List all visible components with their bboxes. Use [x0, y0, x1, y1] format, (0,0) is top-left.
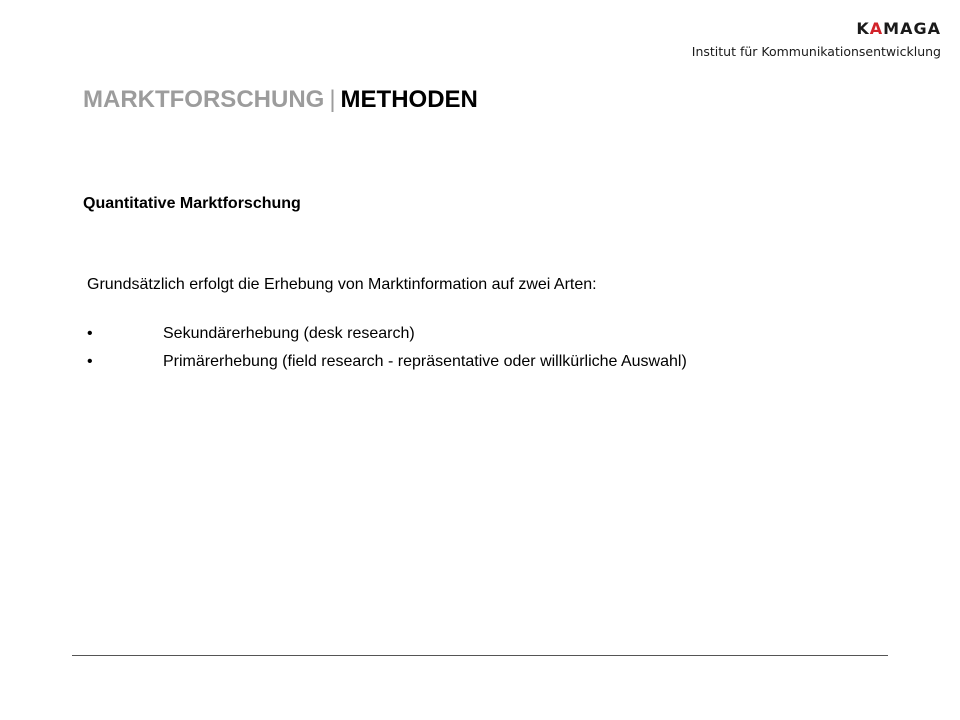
- page-title: [83, 85, 478, 115]
- bullet-list: [87, 324, 687, 380]
- logo-brand-accent-letter: A: [869, 19, 884, 38]
- list-item: [87, 324, 687, 352]
- kamaga-logo: [692, 20, 941, 60]
- title-part-1: MARKTFORSCHUNG: [83, 86, 325, 113]
- bullet-text: Sekundärerhebung (desk research): [163, 325, 415, 342]
- list-item: [87, 352, 687, 380]
- bullet-icon: •: [87, 325, 93, 342]
- intro-text: Grundsätzlich erfolgt die Erhebung von Marktinformation auf zwei Arten:: [87, 276, 597, 293]
- title-part-2: METHODEN: [340, 86, 478, 113]
- section-heading: Quantitative Marktforschung: [83, 195, 301, 212]
- bullet-icon: •: [87, 353, 93, 370]
- bullet-text: Primärerhebung (field research - repräsentative oder willkürliche Auswahl): [163, 353, 687, 370]
- logo-tagline: Institut für Kommunikationsentwicklung: [691, 44, 941, 59]
- logo-brand-part-1: K: [856, 19, 870, 38]
- logo-brand: [692, 20, 941, 38]
- footer-divider: [72, 655, 888, 656]
- title-separator: |: [329, 86, 336, 113]
- logo-brand-part-3: MAGA: [883, 19, 941, 38]
